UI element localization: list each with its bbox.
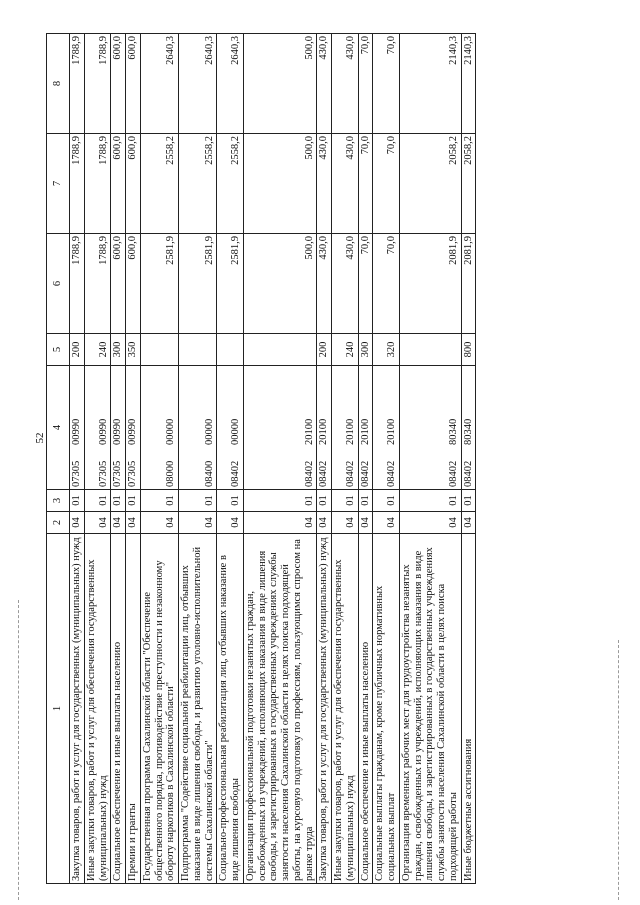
subsection-code: 01 [332, 490, 359, 512]
amount-col6: 600,0 [111, 234, 126, 334]
amount-col7: 70,0 [373, 134, 400, 234]
column-header: 5 [47, 334, 70, 366]
expense-type-code [243, 334, 317, 366]
program-code-part2: 00990 [97, 418, 109, 445]
program-code [179, 366, 217, 490]
program-code [111, 366, 126, 490]
subsection-code: 01 [358, 490, 373, 512]
program-code-part1: 08402 [230, 460, 241, 487]
program-code-part1: 08402 [447, 460, 459, 487]
program-code-part1: 08402 [462, 460, 474, 487]
section-code: 04 [111, 512, 126, 534]
table-row [217, 34, 244, 884]
amount-col8: 600,0 [111, 34, 126, 134]
amount-col7: 2558,2 [140, 134, 178, 234]
amount-col7: 430,0 [317, 134, 332, 234]
section-code: 04 [84, 512, 111, 534]
program-code [332, 366, 359, 490]
amount-col6: 2581,9 [140, 234, 178, 334]
expense-type-code: 300 [358, 334, 373, 366]
amount-col6: 430,0 [332, 234, 359, 334]
table-row [317, 34, 332, 884]
table-row [70, 34, 85, 884]
subsection-code: 01 [84, 490, 111, 512]
expense-type-code: 800 [461, 334, 476, 366]
amount-col6: 2081,9 [399, 234, 461, 334]
amount-col6: 70,0 [358, 234, 373, 334]
column-header: 2 [47, 512, 70, 534]
section-code: 04 [317, 512, 332, 534]
program-code-part2: 20100 [344, 418, 356, 445]
amount-col7: 600,0 [111, 134, 126, 234]
amount-col8: 70,0 [373, 34, 400, 134]
program-code-part2: 00000 [165, 418, 177, 445]
section-code: 04 [358, 512, 373, 534]
row-name: Государственная программа Сахалинской области "Обеспечение общественного порядка, противодействие преступности и незаконному обороту наркотиков в Сахалинской области" [140, 534, 178, 884]
table-row [461, 34, 476, 884]
section-code: 04 [70, 512, 85, 534]
row-name: Социально-профессиональная реабилитация лиц, отбывших наказание в виде лишения свободы [217, 534, 244, 884]
row-name: Социальные выплаты гражданам, кроме публичных нормативных социальных выплат [373, 534, 400, 884]
program-code [84, 366, 111, 490]
expense-type-code: 240 [332, 334, 359, 366]
subsection-code: 01 [179, 490, 217, 512]
table-row [332, 34, 359, 884]
amount-col8: 2640,3 [179, 34, 217, 134]
program-code-part2: 00990 [127, 418, 138, 445]
program-code [399, 366, 461, 490]
amount-col7: 2058,2 [461, 134, 476, 234]
amount-col8: 1788,9 [70, 34, 85, 134]
row-name: Организация временных рабочих мест для трудоустройства незанятых граждан, освобожденных из учреждений, исполняющих наказания в виде лишения свободы, и зарегистрированных в государственных учреждениях службы занятости населения Сахалинской области в целях поиска подходящей работы [399, 534, 461, 884]
amount-col6: 600,0 [126, 234, 141, 334]
row-name: Организация профессиональной подготовки незанятых граждан, освобожденных из учреждений, исполняющих наказания в виде лишения свободы, и зарегистрированных в государственных учреждениях службы занятости населения Сахалинской области в целях поиска подходящей работы, на курсовую подготовку по профессиям, пользующимся спросом на рынке труда [243, 534, 317, 884]
expense-type-code: 240 [84, 334, 111, 366]
amount-col6: 500,0 [243, 234, 317, 334]
program-code-part1: 08400 [203, 460, 215, 487]
amount-col7: 1788,9 [70, 134, 85, 234]
expense-type-code: 200 [70, 334, 85, 366]
section-code: 04 [179, 512, 217, 534]
table-row [84, 34, 111, 884]
row-name: Иные бюджетные ассигнования [461, 534, 476, 884]
section-code: 04 [461, 512, 476, 534]
row-name: Социальное обеспечение и иные выплаты населению [358, 534, 373, 884]
budget-table [46, 33, 476, 884]
section-code: 04 [243, 512, 317, 534]
row-name: Социальное обеспечение и иные выплаты населению [111, 534, 126, 884]
row-name: Подпрограмма "Содействие социальной реабилитации лиц, отбывших наказание в виде лишения свободы, и развитию уголовно-исполнительной системы Сахалинской области" [179, 534, 217, 884]
amount-col7: 430,0 [332, 134, 359, 234]
program-code [126, 366, 141, 490]
amount-col8: 2640,3 [140, 34, 178, 134]
column-header: 3 [47, 490, 70, 512]
table-row [111, 34, 126, 884]
table-row [373, 34, 400, 884]
section-code: 04 [140, 512, 178, 534]
amount-col7: 2058,2 [399, 134, 461, 234]
subsection-code: 01 [399, 490, 461, 512]
amount-col8: 2640,3 [217, 34, 244, 134]
subsection-code: 01 [217, 490, 244, 512]
amount-col7: 2558,2 [217, 134, 244, 234]
scan-artifact-line [18, 600, 19, 900]
amount-col6: 70,0 [373, 234, 400, 334]
program-code [358, 366, 373, 490]
amount-col7: 1788,9 [84, 134, 111, 234]
program-code-part1: 08402 [386, 460, 397, 487]
column-header: 8 [47, 34, 70, 134]
program-code [373, 366, 400, 490]
program-code [140, 366, 178, 490]
row-name: Иные закупки товаров, работ и услуг для обеспечения государственных (муниципальных) нужд [84, 534, 111, 884]
subsection-code: 01 [70, 490, 85, 512]
table-row [126, 34, 141, 884]
amount-col6: 1788,9 [70, 234, 85, 334]
table-row [399, 34, 461, 884]
program-code [243, 366, 317, 490]
amount-col6: 2581,9 [217, 234, 244, 334]
program-code-part2: 20100 [318, 418, 330, 445]
subsection-code: 01 [140, 490, 178, 512]
amount-col8: 430,0 [317, 34, 332, 134]
amount-col6: 430,0 [317, 234, 332, 334]
amount-col8: 430,0 [332, 34, 359, 134]
rotated-table-container [46, 34, 626, 884]
section-code: 04 [332, 512, 359, 534]
program-code-part2: 80340 [447, 418, 459, 445]
table-row [358, 34, 373, 884]
program-code-part2: 20100 [359, 418, 371, 445]
section-code: 04 [217, 512, 244, 534]
program-code [317, 366, 332, 490]
program-code-part2: 00990 [71, 418, 82, 445]
section-code: 04 [373, 512, 400, 534]
amount-col8: 500,0 [243, 34, 317, 134]
amount-col6: 2081,9 [461, 234, 476, 334]
column-header: 7 [47, 134, 70, 234]
amount-col8: 70,0 [358, 34, 373, 134]
program-code-part2: 80340 [462, 418, 474, 445]
subsection-code: 01 [317, 490, 332, 512]
program-code-part2: 00000 [230, 418, 241, 445]
subsection-code: 01 [373, 490, 400, 512]
program-code-part1: 08402 [359, 460, 371, 487]
expense-type-code [179, 334, 217, 366]
program-code-part1: 08402 [303, 460, 315, 487]
program-code-part1: 07305 [112, 460, 124, 487]
section-code: 04 [399, 512, 461, 534]
subsection-code: 01 [111, 490, 126, 512]
program-code-part1: 07305 [71, 460, 82, 487]
row-name: Премии и гранты [126, 534, 141, 884]
row-name: Закупка товаров, работ и услуг для государственных (муниципальных) нужд [70, 534, 85, 884]
amount-col7: 600,0 [126, 134, 141, 234]
program-code-part1: 07305 [127, 460, 138, 487]
table-row [243, 34, 317, 884]
expense-type-code: 200 [317, 334, 332, 366]
program-code-part2: 20100 [386, 418, 397, 445]
expense-type-code [217, 334, 244, 366]
row-name: Закупка товаров, работ и услуг для государственных (муниципальных) нужд [317, 534, 332, 884]
subsection-code: 01 [461, 490, 476, 512]
amount-col7: 70,0 [358, 134, 373, 234]
amount-col7: 2558,2 [179, 134, 217, 234]
subsection-code: 01 [243, 490, 317, 512]
table-header-row [47, 34, 70, 884]
amount-col8: 2140,3 [399, 34, 461, 134]
program-code-part1: 07305 [97, 460, 109, 487]
program-code-part1: 08402 [318, 460, 330, 487]
amount-col6: 1788,9 [84, 234, 111, 334]
program-code [461, 366, 476, 490]
page-number: 52 [34, 432, 46, 444]
amount-col6: 2581,9 [179, 234, 217, 334]
expense-type-code: 300 [111, 334, 126, 366]
table-row [140, 34, 178, 884]
program-code-part2: 00000 [203, 418, 215, 445]
expense-type-code: 320 [373, 334, 400, 366]
amount-col8: 2140,3 [461, 34, 476, 134]
amount-col7: 500,0 [243, 134, 317, 234]
subsection-code: 01 [126, 490, 141, 512]
program-code-part2: 00990 [112, 418, 124, 445]
expense-type-code [140, 334, 178, 366]
row-name: Иные закупки товаров, работ и услуг для обеспечения государственных (муниципальных) нужд [332, 534, 359, 884]
amount-col8: 1788,9 [84, 34, 111, 134]
program-code-part1: 08402 [344, 460, 356, 487]
section-code: 04 [126, 512, 141, 534]
amount-col8: 600,0 [126, 34, 141, 134]
program-code-part2: 20100 [303, 418, 315, 445]
column-header: 6 [47, 234, 70, 334]
program-code [70, 366, 85, 490]
column-header: 4 [47, 366, 70, 490]
expense-type-code [399, 334, 461, 366]
program-code [217, 366, 244, 490]
column-header: 1 [47, 534, 70, 884]
table-row [179, 34, 217, 884]
expense-type-code: 350 [126, 334, 141, 366]
program-code-part1: 08000 [165, 460, 177, 487]
